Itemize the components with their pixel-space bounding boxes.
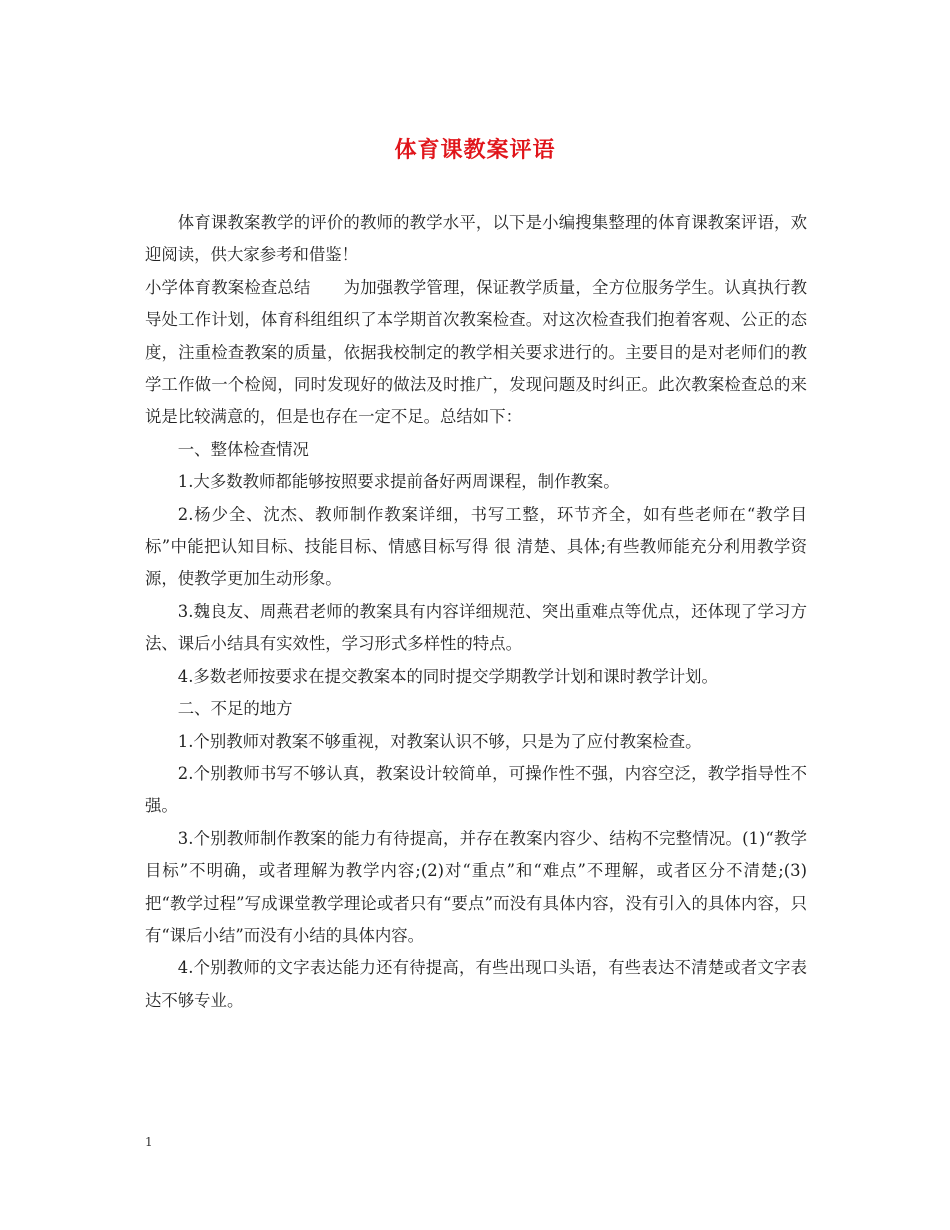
list-item: 1.个别教师对教案不够重视，对教案认识不够，只是为了应付教案检查。 <box>177 731 702 751</box>
intro-paragraph: 体育课教案教学的评价的教师的教学水平，以下是小编搜集整理的体育课教案评语，欢迎阅读，供大家参考和借鉴！ <box>145 213 807 265</box>
list-item: 3.个别教师制作教案的能力有待提高，并存在教案内容少、结构不完整情况。(1)“教学目标”不明确，或者理解为教学内容;(2)对“重点”和“难点”不理解，或者区分不清楚;(3)把“教学过程”写成课堂教学理论或者只有“要点”而没有具体内容，没有引入的具体内容，只有“课后小结”而没有小结的具体内容。 <box>145 828 807 945</box>
document-body <box>145 207 807 1017</box>
list-item: 1.大多数教师都能够按照要求提前备好两周课程，制作教案。 <box>177 472 620 492</box>
section-heading-overall: 一、整体检查情况 <box>177 439 309 459</box>
list-item: 2.个别教师书写不够认真，教案设计较简单，可操作性不强，内容空泛，教学指导性不强。 <box>145 763 807 816</box>
list-item: 3.魏良友、周燕君老师的教案具有内容详细规范、突出重难点等优点，还体现了学习方法、课后小结具有实效性，学习形式多样性的特点。 <box>145 601 807 654</box>
page-title: 体育课教案评语 <box>394 137 556 163</box>
summary-paragraph: 小学体育教案检查总结 为加强教学管理，保证教学质量，全方位服务学生。认真执行教导处工作计划，体育科组组织了本学期首次教案检查。对这次检查我们抱着客观、公正的态度，注重检查教案的质量，依据我校制定的教学相关要求进行的。主要目的是对老师们的教学工作做一个检阅，同时发现好的做法及时推广，发现问题及时纠正。此次教案检查总的来说是比较满意的，但是也存在一定不足。总结如下： <box>145 277 807 427</box>
list-item: 4.个别教师的文字表达能力还有待提高，有些出现口头语，有些表达不清楚或者文字表达不够专业。 <box>145 958 807 1010</box>
list-item: 2.杨少全、沈杰、教师制作教案详细，书写工整，环节齐全，如有些老师在“教学目标”中能把认知目标、技能目标、情感目标写得 很 清楚、具体;有些教师能充分利用教学资源，使教学更加生动形象。 <box>145 504 807 589</box>
page-number: 1 <box>145 1135 153 1149</box>
list-item: 4.多数老师按要求在提交教案本的同时提交学期教学计划和课时教学计划。 <box>177 666 718 686</box>
section-heading-shortcomings: 二、不足的地方 <box>177 699 293 719</box>
